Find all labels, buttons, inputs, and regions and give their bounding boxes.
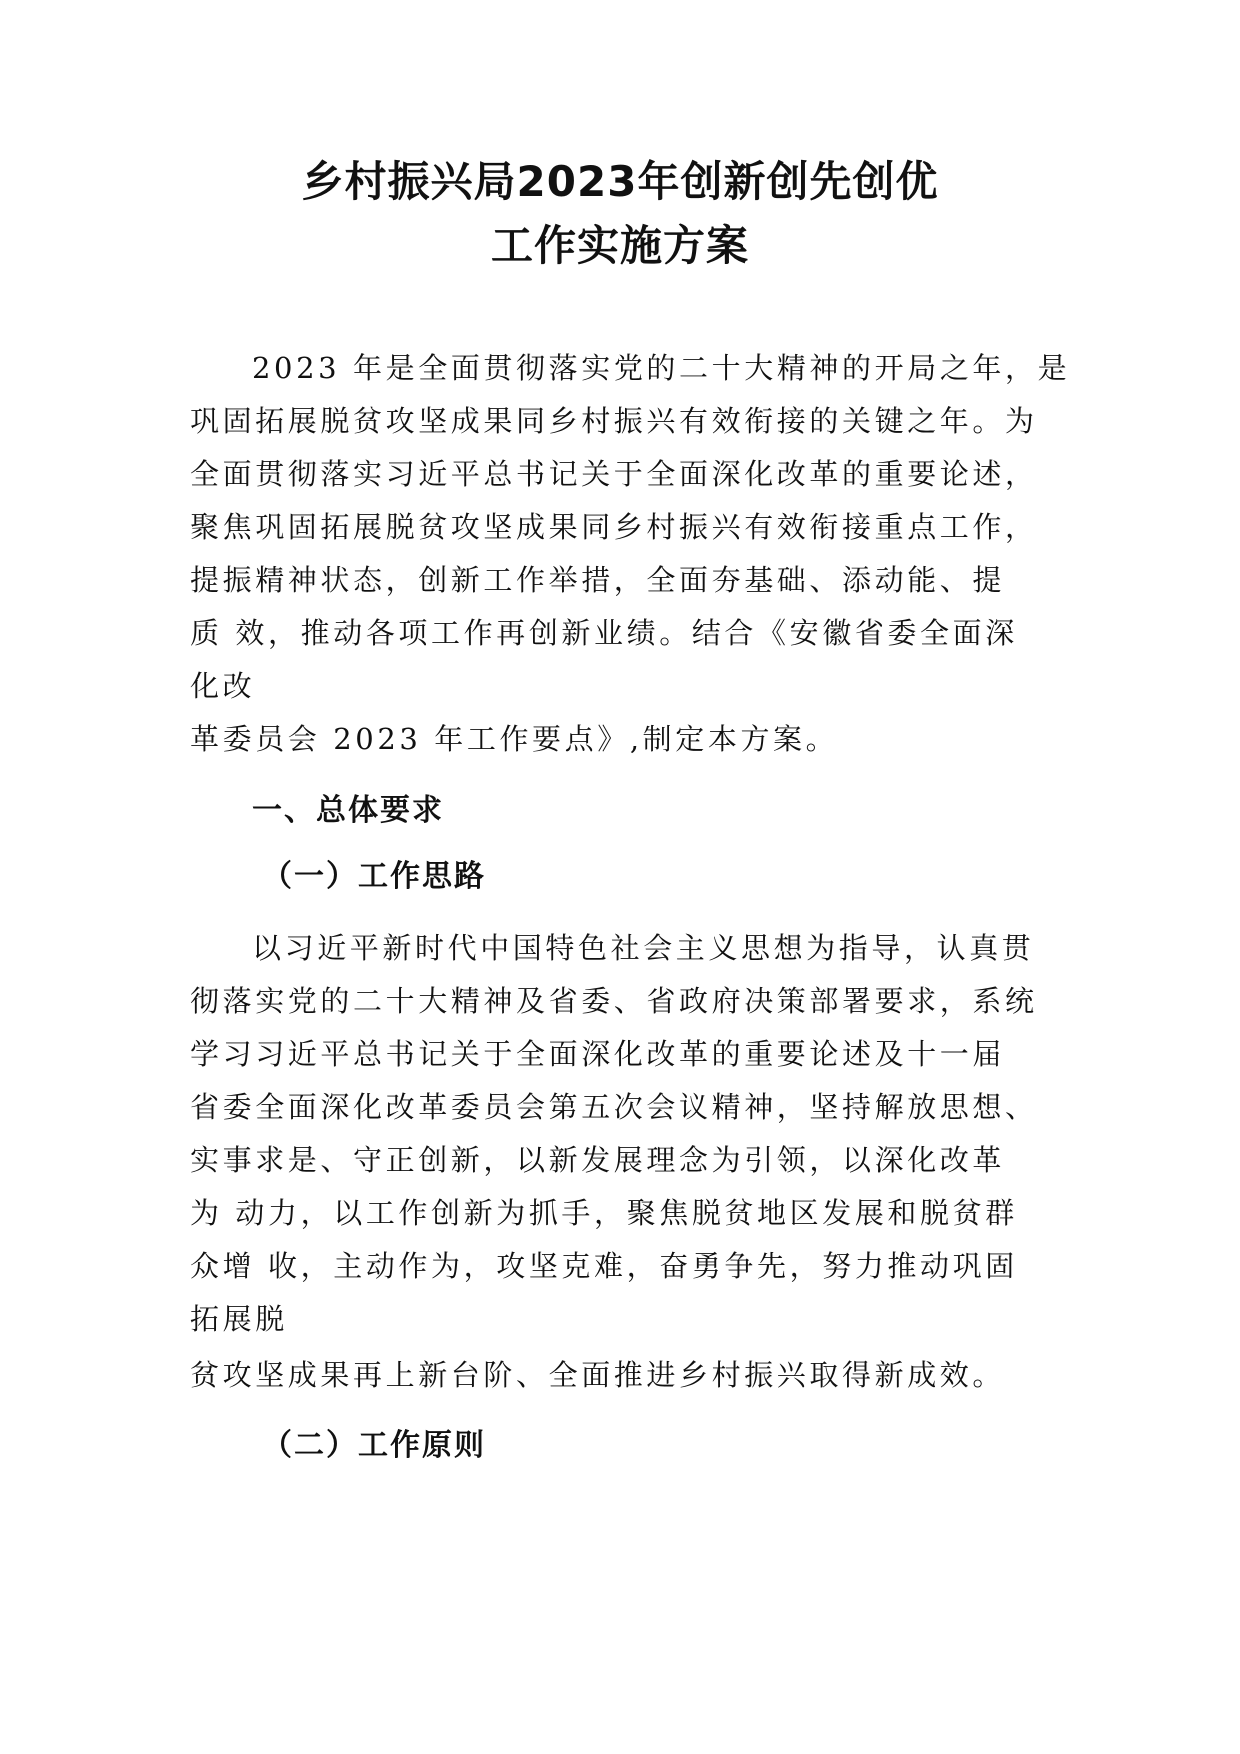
intro-line: 化改 xyxy=(190,669,256,703)
body-line: 众增 收，主动作为，攻坚克难，奋勇争先，努力推动巩固 xyxy=(190,1249,1018,1283)
body-line: 以习近平新时代中国特色社会主义思想为指导，认真贯 xyxy=(252,931,1035,965)
intro-line: 巩固拓展脱贫攻坚成果同乡村振兴有效衔接的关键之年。为 xyxy=(190,404,1038,438)
body-line: 实事求是、守正创新，以新发展理念为引领，以深化改革 xyxy=(190,1143,1006,1177)
body-line: 为 动力，以工作创新为抓手，聚焦脱贫地区发展和脱贫群 xyxy=(190,1196,1018,1230)
subsection-heading: （一）工作思路 xyxy=(262,859,486,894)
intro-line: 革委员会 2023 年工作要点》,制定本方案。 xyxy=(190,722,839,756)
intro-line: 提振精神状态，创新工作举措，全面夯基础、添动能、提 xyxy=(190,563,1006,597)
section-heading: 一、总体要求 xyxy=(252,793,444,828)
intro-line: 聚焦巩固拓展脱贫攻坚成果同乡村振兴有效衔接重点工作， xyxy=(190,510,1038,544)
document-title-line-1: 乡村振兴局2023年创新创先创优 xyxy=(301,157,939,206)
intro-line: 2023 年是全面贯彻落实党的二十大精神的开局之年，是 xyxy=(252,351,1071,385)
body-line: 贫攻坚成果再上新台阶、全面推进乡村振兴取得新成效。 xyxy=(190,1358,1006,1392)
body-line: 学习习近平总书记关于全面深化改革的重要论述及十一届 xyxy=(190,1037,1006,1071)
subsection-heading: （二）工作原则 xyxy=(262,1428,486,1463)
intro-line: 质 效，推动各项工作再创新业绩。结合《安徽省委全面深 xyxy=(190,616,1018,650)
body-line: 拓展脱 xyxy=(190,1302,288,1336)
body-line: 省委全面深化改革委员会第五次会议精神，坚持解放思想、 xyxy=(190,1090,1038,1124)
document-title-line-2: 工作实施方案 xyxy=(490,221,749,270)
intro-line: 全面贯彻落实习近平总书记关于全面深化改革的重要论述， xyxy=(190,457,1038,491)
body-line: 彻落实党的二十大精神及省委、省政府决策部署要求，系统 xyxy=(190,984,1038,1018)
